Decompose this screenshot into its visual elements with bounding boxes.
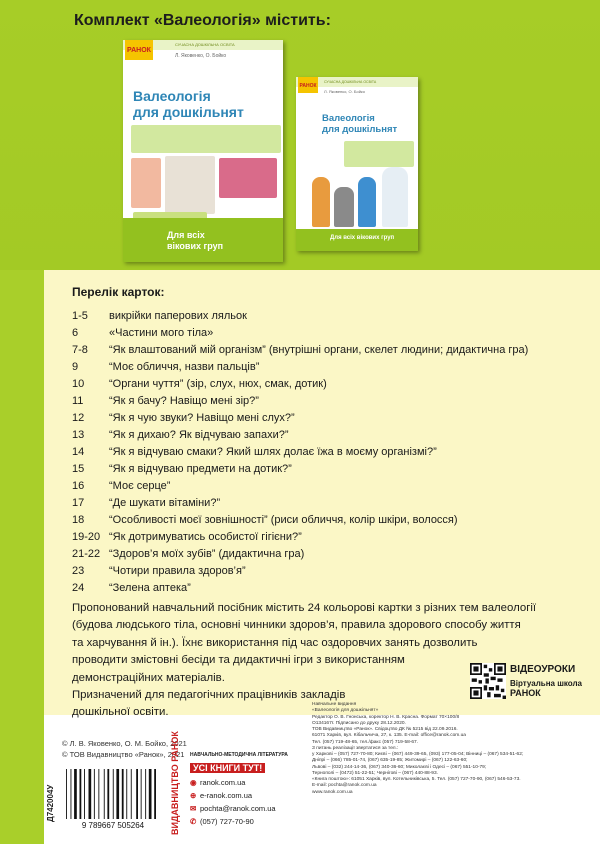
- cat-illustration: [334, 187, 354, 227]
- book-footer: Для всіх вікових груп: [296, 229, 418, 251]
- product-code: Д742004У: [46, 784, 55, 822]
- book-title: Валеологія для дошкільнят: [322, 113, 398, 135]
- child-illustration: [358, 177, 376, 227]
- barcode: [58, 765, 168, 831]
- doctor-illustration: [382, 167, 408, 227]
- publisher-tagline: НАВЧАЛЬНО-МЕТОДИЧНА ЛІТЕРАТУРА: [190, 752, 288, 758]
- ranok-logo: РАНОК: [125, 40, 153, 60]
- phone-link[interactable]: ✆ (057) 727-70-90: [190, 817, 254, 826]
- child-illustration: [312, 177, 330, 227]
- book-authors: Л. Яковенко, О. Бойко: [175, 53, 227, 59]
- book-series: СУЧАСНА ДОШКІЛЬНА ОСВІТА: [296, 77, 418, 87]
- copyright-publisher: © ТОВ Видавництво «Ранок», 2021: [62, 750, 185, 759]
- ranok-logo: РАНОК: [298, 77, 318, 93]
- publisher-slogan: УСІ КНИГИ ТУТ!: [190, 763, 265, 773]
- publisher-box: [190, 752, 298, 828]
- book-title: Валеологія для дошкільнят: [133, 88, 244, 120]
- cart-icon: ⊕: [190, 791, 197, 800]
- barcode-number: 9 789667 505264: [81, 821, 145, 830]
- video-lessons-label: ВІДЕОУРОКИ: [510, 664, 576, 675]
- book-authors: Л. Яковенко, О. Бойко: [324, 89, 365, 94]
- website-link[interactable]: ◉ ranok.com.ua: [190, 778, 246, 787]
- qr-code-icon[interactable]: [470, 663, 506, 699]
- body-illustration: [131, 158, 161, 208]
- children-illustration: [219, 158, 277, 198]
- card-list-title: Перелік карток:: [72, 285, 165, 299]
- shop-link[interactable]: ⊕ e-ranok.com.ua: [190, 791, 253, 800]
- publisher-vertical: ВИДАВНИЦТВО РАНОК: [170, 731, 180, 835]
- ranok-brand-label: РАНОК: [510, 688, 541, 698]
- book-footer: Для всіх вікових груп: [123, 218, 283, 262]
- virtual-school-label: Віртуальна школа: [510, 679, 582, 688]
- book-cover-large: [123, 40, 283, 262]
- globe-icon: ◉: [190, 778, 197, 787]
- copyright-authors: © Л. В. Яковенко, О. М. Бойко, 2021: [62, 739, 187, 748]
- mail-icon: ✉: [190, 804, 197, 813]
- set-heading: Комплект «Валеологія» містить:: [74, 12, 331, 29]
- anatomy-illustration: [165, 156, 215, 214]
- book-series: СУЧАСНА ДОШКІЛЬНА ОСВІТА: [123, 40, 283, 50]
- book-bullets: [344, 141, 414, 167]
- description: Пропонований навчальний посібник містить 24 кольорові картки з різних тем валеології (будова людського тіла, основні чинники здоров’я, правила здорового способу життя та харчування й ін.). Їхнє використання під час оздоровчих занять дозволить проводити змістовні бесіди та дидактичні ігри з використанням демонстраційних матеріалів. Призначений для педагогічних працівників закладів дошкільної освіти.: [72, 602, 537, 719]
- email-link[interactable]: ✉ pochta@ranok.com.ua: [190, 804, 276, 813]
- phone-icon: ✆: [190, 817, 197, 826]
- book-bullets: [131, 125, 281, 153]
- imprint: Навчальне видання «Валеологія для дошкільнят» Редактор О. В. Гнонська, коректор Н. В. Красна. Формат 70×100/8 О134167r. Підписано до друку 28.12.2020. ТОВ Видавництво «Ранок». Свідоцтво ДК № 5215 від 22.09.2016. 61071 Харків, вул. Кібальчича, 27, к. 135. E-mail: office@ranok.com.ua Тел. (057) 719-48-65, тел./факс (057) 719-58-67. З питань реалізації звертатися за тел.: у Харкові – (057) 727-70-80; Києві – (067) 449-39-65, (093) 177-05-04; Вінниці – (067) 534-51-62; Дніпрі – (066) 785-01-74, (067) 635-19-85; Житомирі – (067) 122-63-60; Львові – (032) 244-14-36, (067) 340-36-60; Миколаєві і Одесі – (067) 551-10-79; Тернополі – (0472) 51-22-51; Чернігові – (067) 440-88-93. «Книга поштою»: 61051 Харків, вул. Котельниківська, 5. Тел. (057) 727-70-90, (067) 546-53-73. E-mail: pochta@ranok.com.ua www.ranok.com.ua: [312, 702, 524, 795]
- book-cover-small: [296, 77, 418, 251]
